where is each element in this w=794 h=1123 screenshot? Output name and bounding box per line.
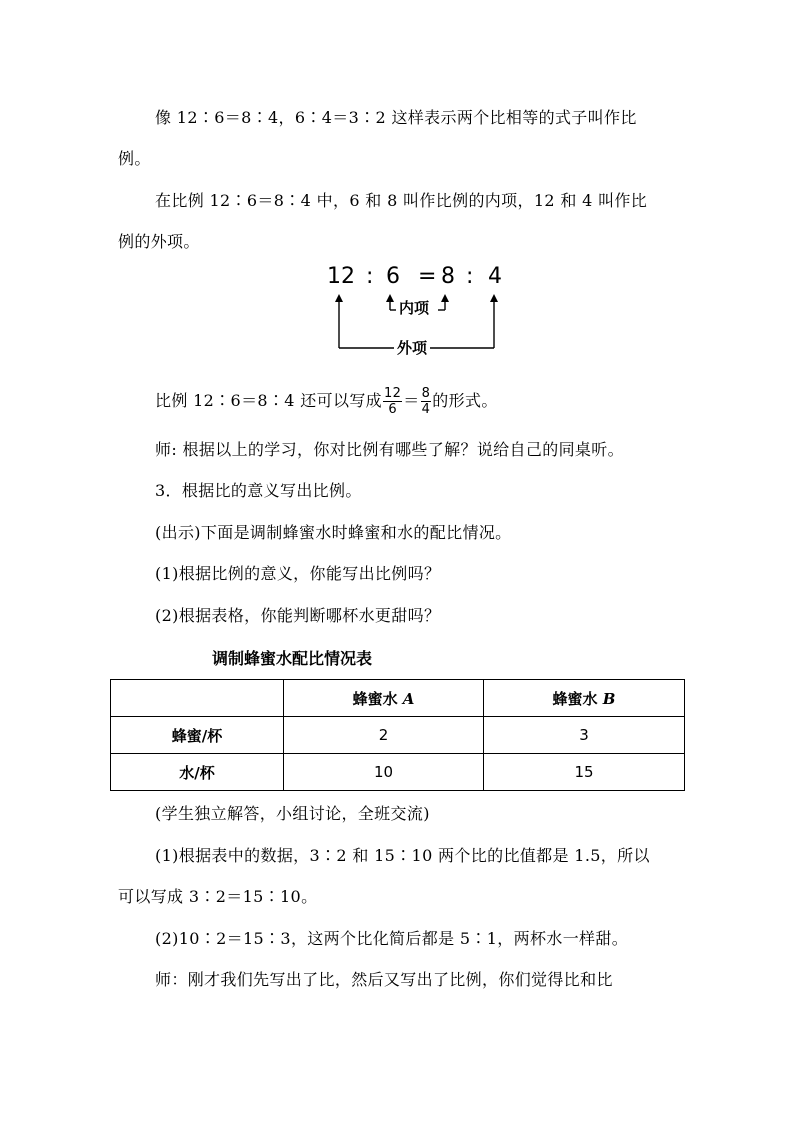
table-header-b: 蜂蜜水 B	[484, 680, 685, 717]
cell-honey-a: 2	[284, 717, 484, 754]
figure-colon-1: :	[366, 264, 374, 289]
fraction-form-suffix: 的形式。	[432, 391, 498, 410]
table-title: 调制蜂蜜水配比情况表	[212, 649, 373, 668]
honey-water-table	[110, 679, 685, 791]
answer-2: (2)10∶2＝15∶3，这两个比化简后都是 5∶1，两杯水一样甜。	[155, 929, 629, 948]
para-show-table: (出示)下面是调制蜂蜜水时蜂蜜和水的配比情况。	[155, 523, 512, 542]
fraction-equals: ＝	[403, 391, 420, 410]
figure-colon-2: :	[466, 264, 474, 289]
inner-arrow-right-icon	[441, 294, 449, 302]
inner-terms-label: 内项	[396, 298, 432, 318]
para-terms-line1: 在比例 12∶6＝8∶4 中，6 和 8 叫作比例的内项，12 和 4 叫作比	[155, 191, 648, 210]
fraction-denominator: 6	[388, 402, 397, 417]
outer-terms-label: 外项	[394, 338, 430, 358]
table-row	[111, 754, 685, 791]
fraction-8-over-4	[421, 386, 432, 417]
answer-1-line2: 可以写成 3∶2＝15∶10。	[118, 887, 318, 906]
proportion-terms-diagram	[318, 262, 518, 366]
para-student-activity: (学生独立解答，小组讨论，全班交流)	[155, 804, 430, 823]
figure-term-4: 4	[488, 264, 502, 289]
figure-term-12: 12	[327, 264, 355, 289]
fraction-form-prefix: 比例 12∶6＝8∶4 还可以写成	[155, 391, 383, 410]
table-header-row	[111, 680, 685, 717]
para-definition-line1: 像 12∶6＝8∶4，6∶4＝3∶2 这样表示两个比相等的式子叫作比	[155, 108, 637, 127]
figure-term-8: 8	[441, 264, 455, 289]
fraction-numerator: 8	[421, 386, 431, 401]
inner-arrow-left-icon	[386, 294, 394, 302]
para-fraction-form	[155, 386, 498, 417]
para-terms-line2: 例的外项。	[118, 232, 200, 251]
para-teacher-prompt: 师: 根据以上的学习，你对比例有哪些了解？说给自己的同桌听。	[155, 440, 624, 459]
figure-equals: =	[418, 264, 437, 289]
answer-1-line1: (1)根据表中的数据，3∶2 和 15∶10 两个比的比值都是 1.5，所以	[155, 846, 650, 865]
cell-honey-b: 3	[484, 717, 685, 754]
row-label-water: 水/杯	[111, 754, 284, 791]
cell-water-a: 10	[284, 754, 484, 791]
outer-arrow-left-icon	[335, 294, 343, 302]
figure-term-6: 6	[386, 264, 400, 289]
fraction-denominator: 4	[421, 402, 431, 417]
table-header-empty	[111, 680, 284, 717]
para-definition-line2: 例。	[118, 149, 151, 168]
table-header-a: 蜂蜜水 A	[284, 680, 484, 717]
table-row	[111, 717, 685, 754]
section-heading-3: 3．根据比的意义写出比例。	[155, 481, 362, 500]
fraction-12-over-6	[383, 386, 402, 417]
question-1: (1)根据比例的意义，你能写出比例吗？	[155, 564, 441, 583]
fraction-numerator: 12	[384, 386, 402, 401]
row-label-honey: 蜂蜜/杯	[111, 717, 284, 754]
para-teacher-summary: 师：刚才我们先写出了比，然后又写出了比例，你们觉得比和比	[155, 970, 613, 989]
question-2: (2)根据表格，你能判断哪杯水更甜吗？	[155, 606, 441, 625]
outer-arrow-right-icon	[490, 294, 498, 302]
cell-water-b: 15	[484, 754, 685, 791]
